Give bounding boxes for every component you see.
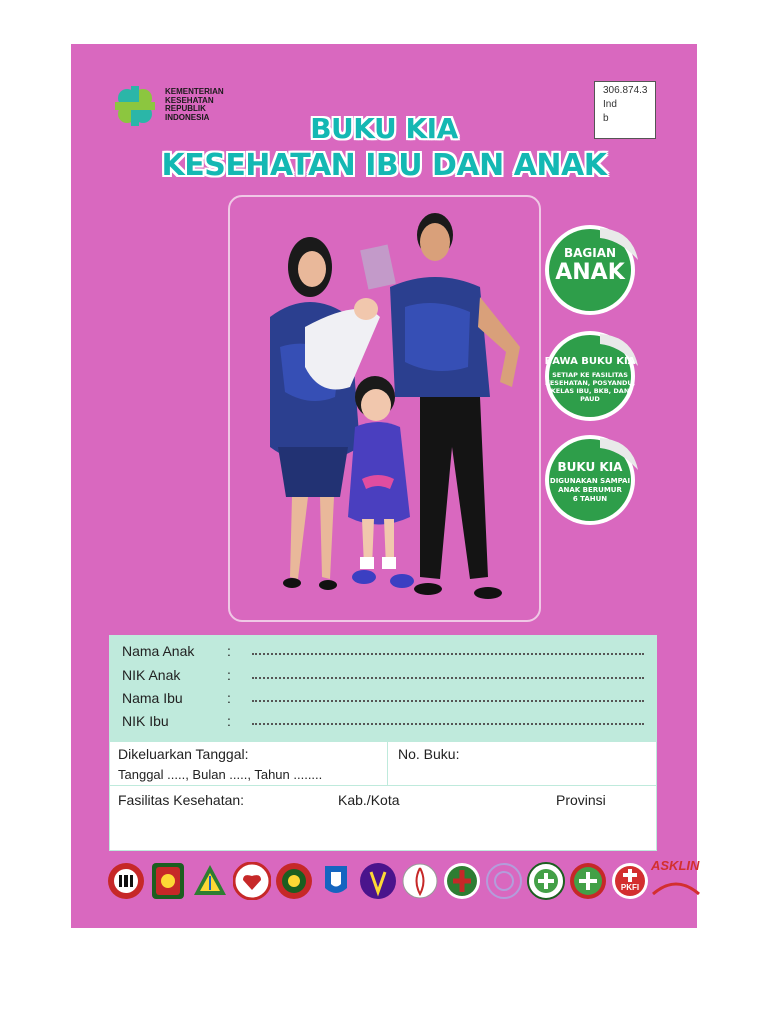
issued-date-format: Tanggal ....., Bulan ....., Tahun ........: [118, 767, 323, 782]
book-title: BUKU KIA: [310, 112, 458, 145]
pdhi-logo-icon: [359, 862, 397, 900]
badge-line: KELAS IBU, BKB, DAN: [550, 387, 630, 395]
issued-date-cell[interactable]: [110, 742, 388, 786]
form-label: NIK Anak: [122, 667, 181, 683]
ministry-name-line: KESEHATAN: [165, 95, 214, 105]
province-label: Provinsi: [556, 792, 606, 808]
asklin-swoosh-icon: [651, 874, 701, 900]
call-number-line: Ind: [603, 99, 617, 110]
badge-line: PAUD: [580, 395, 600, 403]
ikatan-logo-icon: [485, 862, 523, 900]
ministry-name-line: INDONESIA: [165, 112, 210, 122]
form-row-nik-ibu[interactable]: [122, 713, 652, 735]
organization-logos: [107, 858, 700, 904]
ministry-name-line: KEMENTERIAN: [165, 87, 224, 96]
form-colon: :: [227, 713, 231, 729]
badge-big-text: ANAK: [555, 260, 625, 285]
pkfi-logo-icon: [611, 862, 649, 900]
form-colon: :: [227, 690, 231, 706]
form-colon: :: [227, 667, 231, 683]
call-number-line: b: [603, 113, 609, 124]
badge-heading: BAWA BUKU KIA: [544, 356, 636, 367]
badge-body: [540, 477, 640, 504]
city-label: Kab./Kota: [338, 792, 400, 808]
book-cover: [71, 44, 700, 928]
form-label: NIK Ibu: [122, 713, 169, 729]
iakmi-logo-icon: [275, 862, 313, 900]
persagi-logo-icon: [191, 862, 229, 900]
call-number-line: 306.874.3: [603, 85, 648, 96]
badge-line: DIGUNAKAN SAMPAI: [549, 477, 631, 485]
issued-date-label: Dikeluarkan Tanggal:: [118, 746, 249, 762]
family-illustration: [228, 195, 541, 622]
identity-form: [109, 635, 657, 741]
iai-logo-icon: [401, 862, 439, 900]
form-label: Nama Anak: [122, 643, 195, 659]
badge-bawa-buku-kia: [540, 326, 644, 422]
form-fill-line[interactable]: [252, 700, 644, 702]
badge-bagian-anak: [540, 220, 644, 316]
badge-line: ANAK BERUMUR: [558, 486, 622, 494]
ppni-logo-icon: [233, 862, 271, 900]
book-number-cell[interactable]: [388, 742, 656, 786]
form-label: Nama Ibu: [122, 690, 183, 706]
asklin-text: ASKLIN: [651, 858, 700, 873]
asklin-logo: [651, 858, 701, 902]
issue-details-form: [109, 741, 657, 851]
pkfi-partner-logo-icon: [443, 862, 481, 900]
pkfi-logo: [611, 862, 649, 900]
form-fill-line[interactable]: [252, 723, 644, 725]
form-fill-line[interactable]: [252, 677, 644, 679]
badge-body: [540, 371, 640, 403]
badge-line: 6 TAHUN: [572, 495, 608, 503]
idi-logo-icon: [107, 862, 145, 900]
form-row-nik-anak[interactable]: [122, 667, 652, 689]
bidan-logo-icon: [569, 862, 607, 900]
badge-small-text: BAGIAN: [563, 246, 617, 260]
badge-line: KESEHATAN, POSYANDU,: [544, 379, 636, 387]
badge-line: SETIAP KE FASILITAS: [552, 371, 628, 379]
ministry-name-line: REPUBLIK: [165, 104, 206, 114]
pdgi-logo-icon: [317, 862, 355, 900]
form-row-nama-anak[interactable]: [122, 643, 652, 665]
book-number-label: No. Buku:: [398, 746, 460, 762]
gerakan-logo-icon: [527, 862, 565, 900]
form-fill-line[interactable]: [252, 653, 644, 655]
badge-heading: BUKU KIA: [557, 460, 623, 474]
family-illustration-art: [230, 197, 539, 620]
book-subtitle: KESEHATAN IBU DAN ANAK: [161, 148, 607, 183]
ibi-logo-icon: [149, 862, 187, 900]
badge-buku-kia-usage: [540, 430, 644, 526]
facility-label: Fasilitas Kesehatan:: [118, 792, 245, 808]
form-colon: :: [227, 643, 231, 659]
pkfi-text: PKFI: [620, 883, 640, 892]
form-row-nama-ibu[interactable]: [122, 690, 652, 712]
